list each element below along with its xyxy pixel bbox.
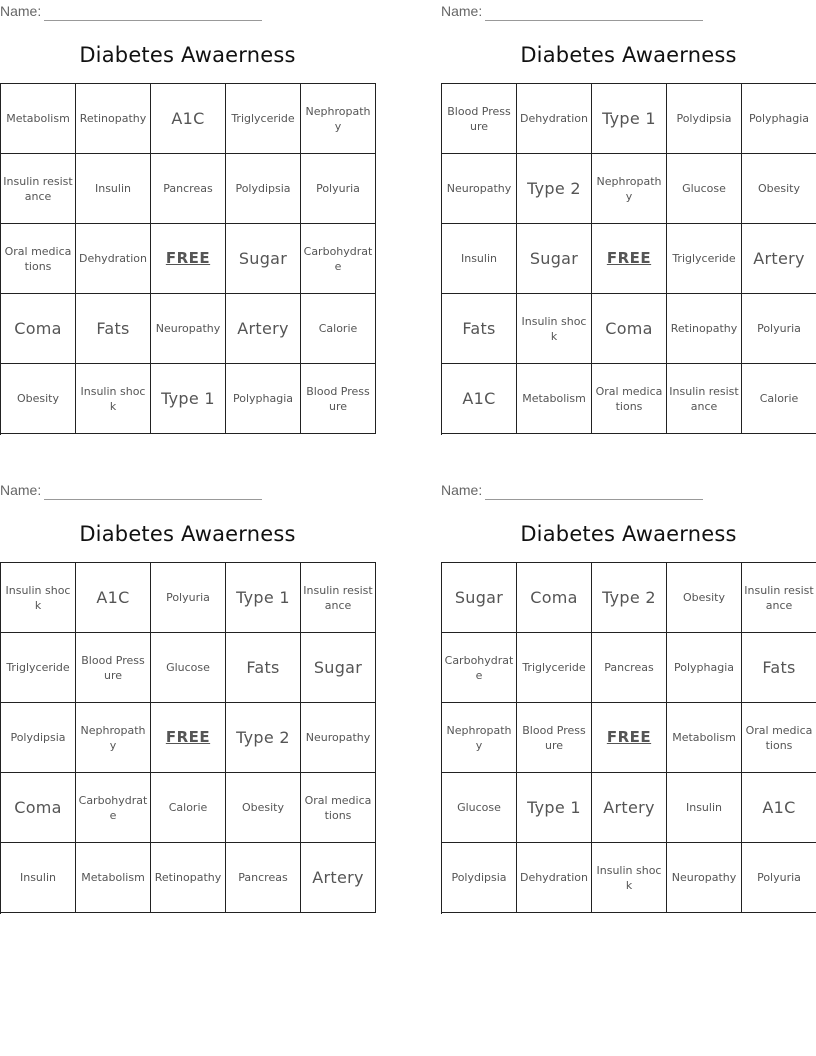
bingo-cell: Insulin shock [1,563,76,633]
bingo-cell: Polydipsia [667,84,742,154]
free-space-cell: FREE [151,224,226,294]
bingo-cell: A1C [151,84,226,154]
bingo-cell: Sugar [442,563,517,633]
bingo-cell: Retinopathy [76,84,151,154]
bingo-cell: Neuropathy [151,294,226,364]
bingo-cell: Neuropathy [301,703,376,773]
bingo-cell: Obesity [667,563,742,633]
bingo-cell: Retinopathy [151,843,226,913]
free-space-cell: FREE [592,224,667,294]
bingo-cell: Triglyceride [667,224,742,294]
name-label: Name: [441,3,483,19]
bingo-cell: Nephropathy [301,84,376,154]
bingo-cell: Glucose [151,633,226,703]
bingo-cell: Coma [592,294,667,364]
bingo-cell: A1C [742,773,816,843]
bingo-cell: Polydipsia [442,843,517,913]
bingo-cell: Polyuria [742,294,816,364]
name-field [441,1,741,21]
bingo-cell: Nephropathy [592,154,667,224]
bingo-cell: Glucose [442,773,517,843]
bingo-cell: Triglyceride [517,633,592,703]
bingo-cell: Coma [517,563,592,633]
bingo-cell: Neuropathy [442,154,517,224]
bingo-card-2 [441,0,816,435]
bingo-cell: Triglyceride [226,84,301,154]
bingo-cell: Artery [742,224,816,294]
bingo-cell: Metabolism [517,364,592,434]
bingo-cell: Polyuria [151,563,226,633]
bingo-cell: Insulin [1,843,76,913]
bingo-cell: Polyphagia [667,633,742,703]
bingo-cell: Type 1 [517,773,592,843]
bingo-grid [0,83,376,435]
name-field [0,480,300,500]
bingo-cell: Blood Pressure [517,703,592,773]
bingo-cell: Blood Pressure [76,633,151,703]
bingo-cell: A1C [76,563,151,633]
bingo-cell: Metabolism [1,84,76,154]
bingo-cell: Polydipsia [226,154,301,224]
bingo-cell: Pancreas [226,843,301,913]
bingo-cell: Calorie [151,773,226,843]
bingo-cell: Glucose [667,154,742,224]
bingo-cell: Insulin [667,773,742,843]
bingo-cell: Fats [442,294,517,364]
bingo-cell: Fats [226,633,301,703]
name-blank-line [44,5,262,21]
bingo-cell: Artery [592,773,667,843]
bingo-grid [0,562,376,914]
bingo-cell: Pancreas [151,154,226,224]
bingo-cell: Dehydration [517,843,592,913]
name-blank-line [485,5,703,21]
bingo-cell: Artery [226,294,301,364]
bingo-cell: Sugar [226,224,301,294]
bingo-cell: Insulin resistance [667,364,742,434]
bingo-cell: Insulin resistance [742,563,816,633]
bingo-cell: Oral medications [742,703,816,773]
bingo-cell: Sugar [517,224,592,294]
bingo-cell: A1C [442,364,517,434]
bingo-cell: Polyuria [742,843,816,913]
bingo-cell: Obesity [742,154,816,224]
bingo-card-4 [441,479,816,914]
card-title: Diabetes Awaerness [520,522,737,546]
bingo-cell: Insulin resistance [1,154,76,224]
bingo-cell: Calorie [301,294,376,364]
bingo-cell: Nephropathy [442,703,517,773]
bingo-cell: Dehydration [517,84,592,154]
bingo-cell: Insulin shock [592,843,667,913]
free-space-cell: FREE [151,703,226,773]
bingo-cell: Nephropathy [76,703,151,773]
bingo-cell: Carbohydrate [76,773,151,843]
bingo-cell: Type 1 [592,84,667,154]
bingo-cell: Fats [742,633,816,703]
bingo-cell: Fats [76,294,151,364]
bingo-cell: Calorie [742,364,816,434]
free-space-cell: FREE [592,703,667,773]
card-title: Diabetes Awaerness [520,43,737,67]
bingo-cell: Neuropathy [667,843,742,913]
bingo-cell: Type 2 [592,563,667,633]
bingo-cell: Blood Pressure [301,364,376,434]
bingo-cell: Polyuria [301,154,376,224]
bingo-cell: Polyphagia [742,84,816,154]
bingo-cell: Oral medications [592,364,667,434]
bingo-cell: Type 1 [226,563,301,633]
bingo-card-1 [0,0,375,435]
bingo-cell: Type 2 [226,703,301,773]
bingo-cell: Triglyceride [1,633,76,703]
bingo-cell: Artery [301,843,376,913]
bingo-cell: Carbohydrate [301,224,376,294]
bingo-cell: Insulin shock [517,294,592,364]
bingo-cell: Blood Pressure [442,84,517,154]
bingo-cell: Oral medications [301,773,376,843]
bingo-cell: Insulin [76,154,151,224]
name-blank-line [44,484,262,500]
name-label: Name: [0,3,42,19]
card-title: Diabetes Awaerness [79,522,296,546]
bingo-cell: Metabolism [76,843,151,913]
bingo-cell: Retinopathy [667,294,742,364]
bingo-cell: Coma [1,294,76,364]
bingo-grid [441,562,816,914]
bingo-cell: Coma [1,773,76,843]
bingo-cell: Insulin [442,224,517,294]
bingo-cell: Oral medications [1,224,76,294]
bingo-card-3 [0,479,375,914]
name-blank-line [485,484,703,500]
bingo-cell: Metabolism [667,703,742,773]
name-label: Name: [0,482,42,498]
bingo-cell: Obesity [226,773,301,843]
bingo-grid [441,83,816,435]
name-label: Name: [441,482,483,498]
bingo-cell: Polydipsia [1,703,76,773]
bingo-cell: Insulin resistance [301,563,376,633]
bingo-cell: Type 1 [151,364,226,434]
bingo-cell: Sugar [301,633,376,703]
bingo-cell: Pancreas [592,633,667,703]
card-title: Diabetes Awaerness [79,43,296,67]
bingo-cell: Obesity [1,364,76,434]
bingo-cell: Insulin shock [76,364,151,434]
bingo-cell: Dehydration [76,224,151,294]
bingo-cell: Polyphagia [226,364,301,434]
bingo-cell: Type 2 [517,154,592,224]
bingo-cell: Carbohydrate [442,633,517,703]
name-field [0,1,300,21]
name-field [441,480,741,500]
